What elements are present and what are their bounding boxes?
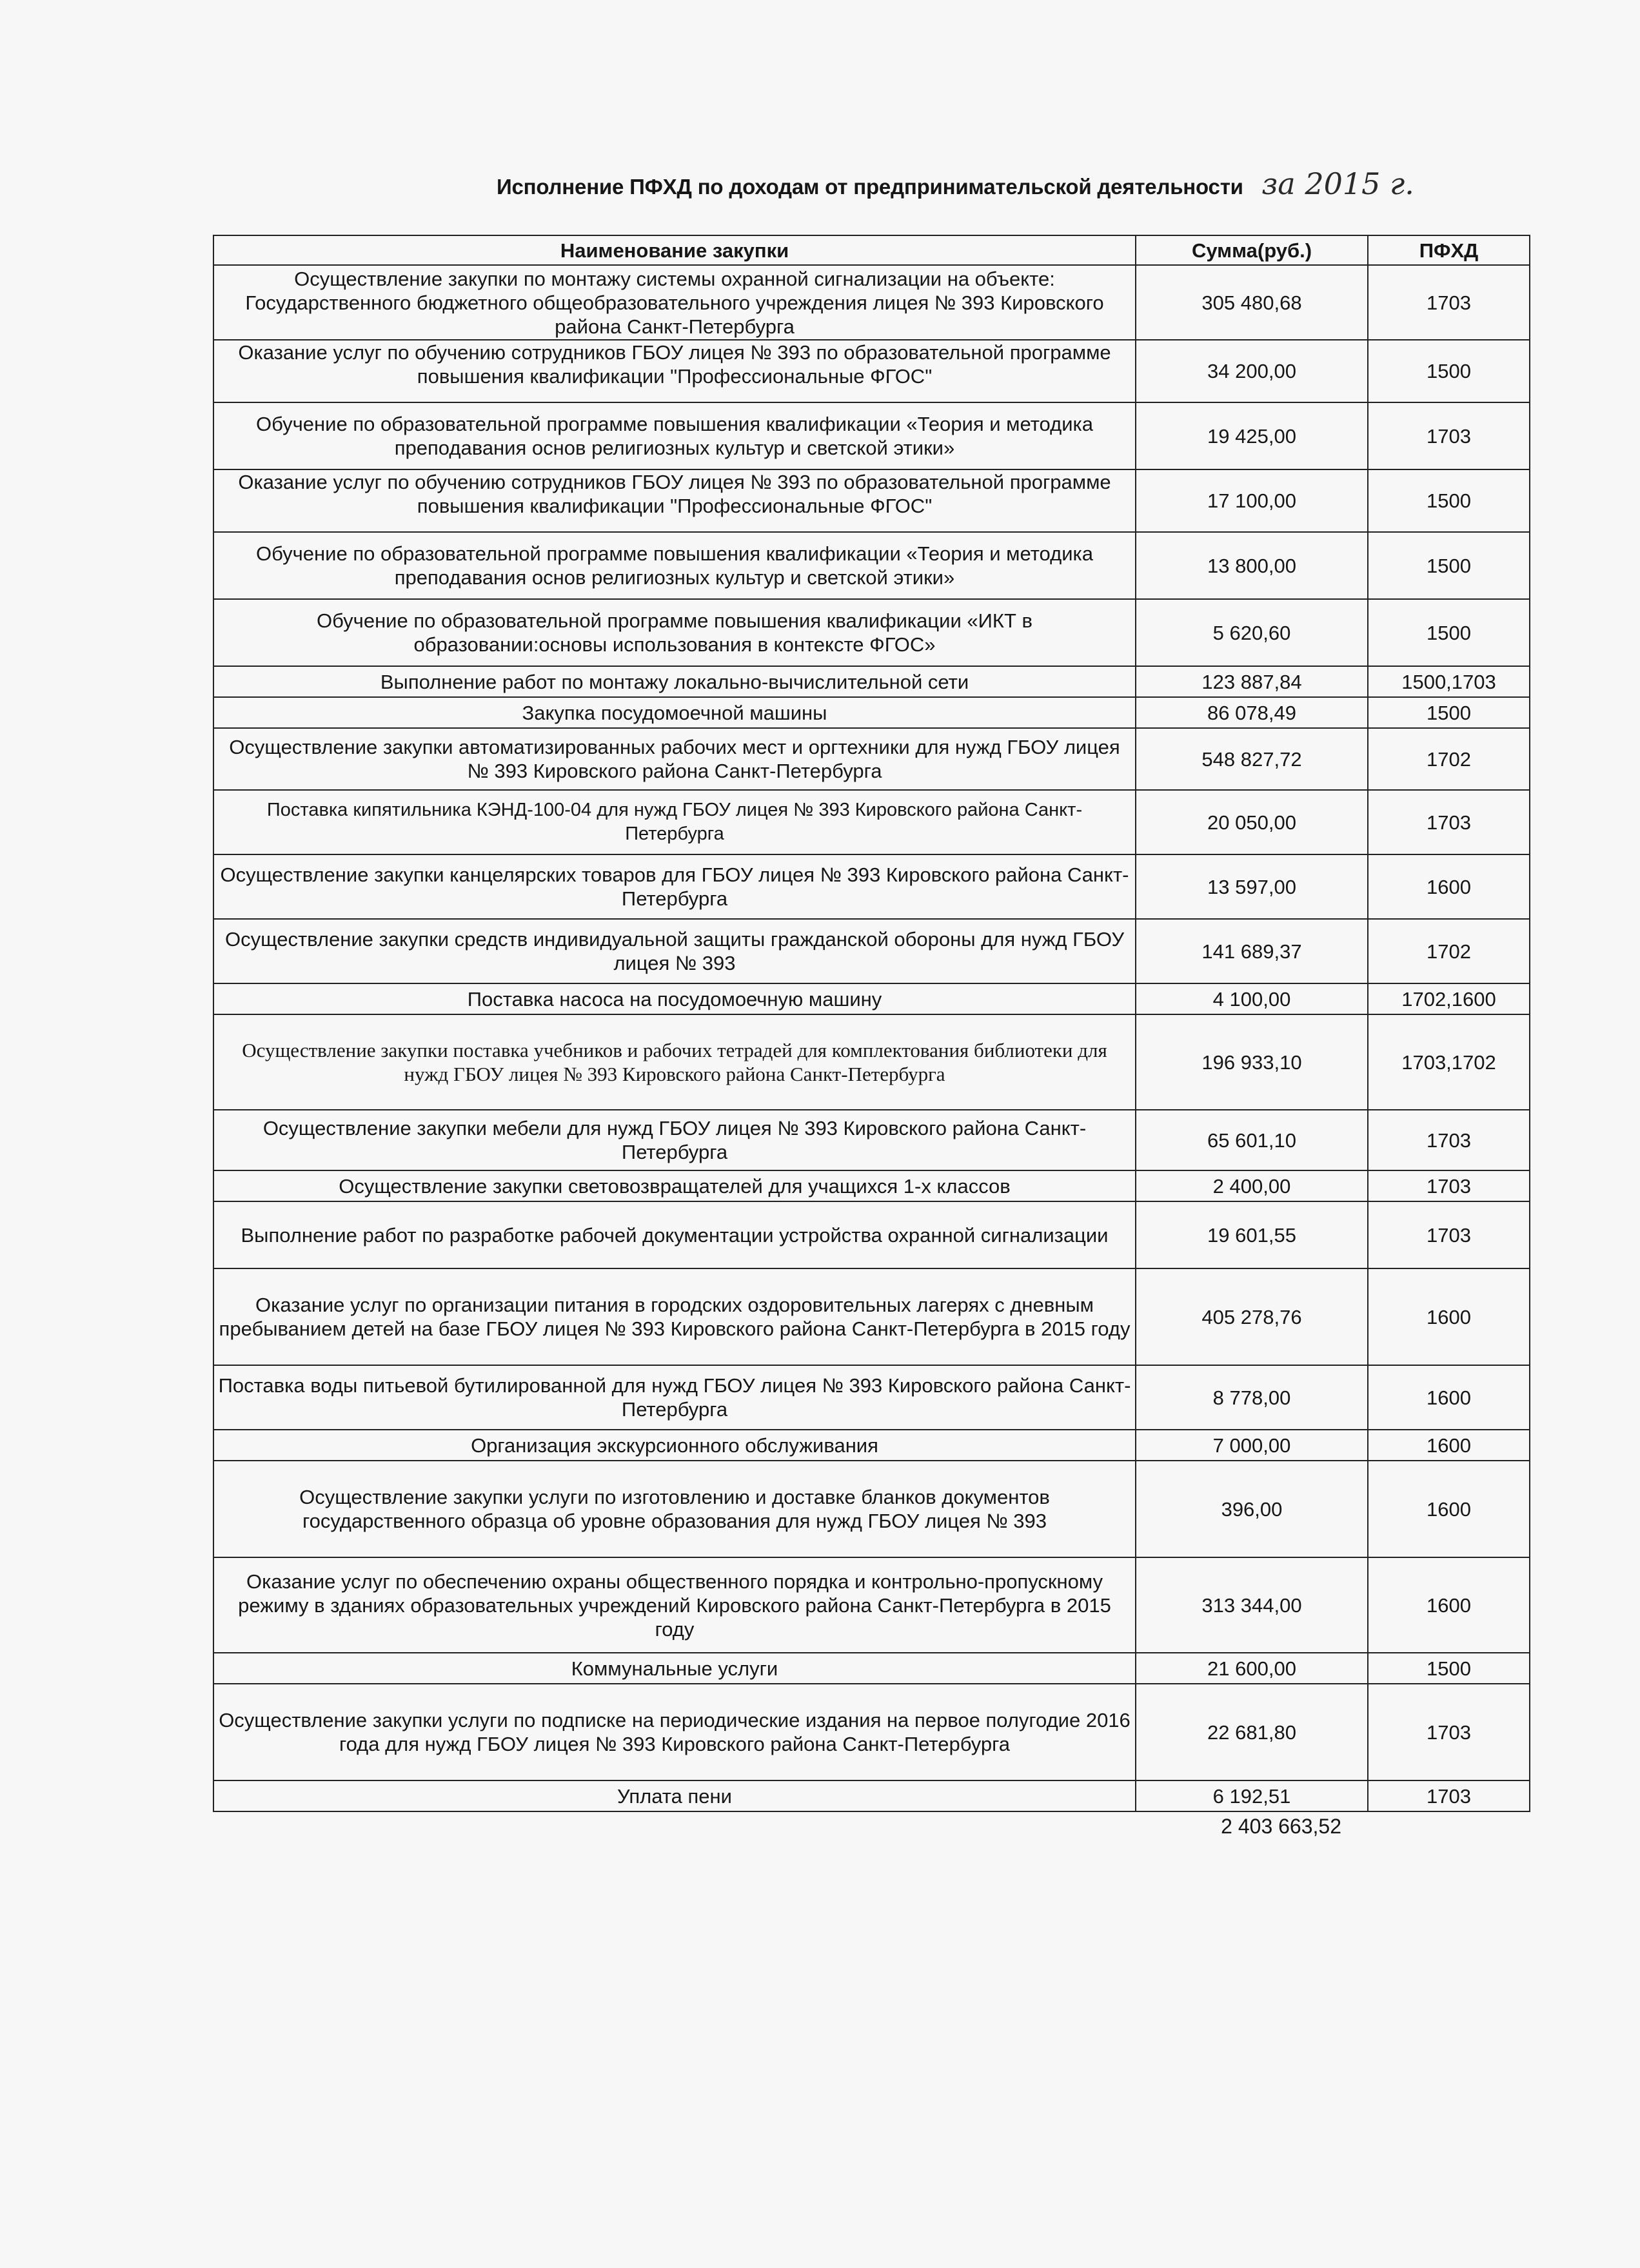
row-name: Осуществление закупки поставка учебников и рабочих тетрадей для комплектования библиотеки для нужд ГБОУ лицея № 393 Кировского района Санкт-Петербурга bbox=[213, 1014, 1136, 1110]
row-pfhd: 1600 bbox=[1368, 854, 1530, 919]
header-name: Наименование закупки bbox=[213, 235, 1136, 265]
row-pfhd: 1500 bbox=[1368, 1653, 1530, 1684]
row-sum: 305 480,68 bbox=[1136, 265, 1368, 340]
table-row bbox=[213, 1653, 1530, 1684]
table-row bbox=[213, 983, 1530, 1014]
row-sum: 396,00 bbox=[1136, 1461, 1368, 1557]
table-row bbox=[213, 1268, 1530, 1365]
row-sum: 21 600,00 bbox=[1136, 1653, 1368, 1684]
row-name: Осуществление закупки по монтажу системы охранной сигнализации на объекте: Государственного бюджетного общеобразовательного учреждения лицея № 393 Кировского района Санкт-Петербурга bbox=[213, 265, 1136, 340]
row-name: Осуществление закупки мебели для нужд ГБОУ лицея № 393 Кировского района Санкт-Петербурга bbox=[213, 1110, 1136, 1170]
table-row bbox=[213, 697, 1530, 728]
table-row bbox=[213, 790, 1530, 854]
row-name: Обучение по образовательной программе повышения квалификации «ИКТ в образовании:основы использования в контексте ФГОС» bbox=[213, 599, 1136, 666]
row-sum: 7 000,00 bbox=[1136, 1430, 1368, 1461]
table-row bbox=[213, 402, 1530, 469]
row-sum: 86 078,49 bbox=[1136, 697, 1368, 728]
row-name: Оказание услуг по организации питания в городских оздоровительных лагерях с дневным пребыванием детей на базе ГБОУ лицея № 393 Кировского района Санкт-Петербурга в 2015 году bbox=[213, 1268, 1136, 1365]
row-sum: 123 887,84 bbox=[1136, 666, 1368, 697]
row-name: Поставка воды питьевой бутилированной для нужд ГБОУ лицея № 393 Кировского района Санкт-Петербурга bbox=[213, 1365, 1136, 1430]
row-pfhd: 1500 bbox=[1368, 697, 1530, 728]
row-pfhd: 1500 bbox=[1368, 532, 1530, 599]
row-pfhd: 1500,1703 bbox=[1368, 666, 1530, 697]
row-pfhd: 1703 bbox=[1368, 402, 1530, 469]
row-pfhd: 1702 bbox=[1368, 728, 1530, 790]
row-pfhd: 1600 bbox=[1368, 1365, 1530, 1430]
table-row bbox=[213, 1014, 1530, 1110]
row-sum: 405 278,76 bbox=[1136, 1268, 1368, 1365]
table-row bbox=[213, 919, 1530, 983]
row-sum: 8 778,00 bbox=[1136, 1365, 1368, 1430]
row-sum: 13 597,00 bbox=[1136, 854, 1368, 919]
row-name: Поставка насоса на посудомоечную машину bbox=[213, 983, 1136, 1014]
table-row bbox=[213, 1557, 1530, 1653]
row-name: Организация экскурсионного обслуживания bbox=[213, 1430, 1136, 1461]
row-sum: 19 425,00 bbox=[1136, 402, 1368, 469]
row-pfhd: 1500 bbox=[1368, 340, 1530, 402]
row-pfhd: 1703 bbox=[1368, 1110, 1530, 1170]
row-name: Оказание услуг по обучению сотрудников ГБОУ лицея № 393 по образовательной программе повышения квалификации "Профессиональные ФГОС" bbox=[213, 469, 1136, 532]
header-sum: Сумма(руб.) bbox=[1136, 235, 1368, 265]
row-name: Обучение по образовательной программе повышения квалификации «Теория и методика преподавания основ религиозных культур и светской этики» bbox=[213, 402, 1136, 469]
row-sum: 4 100,00 bbox=[1136, 983, 1368, 1014]
table-row bbox=[213, 1365, 1530, 1430]
row-sum: 5 620,60 bbox=[1136, 599, 1368, 666]
row-pfhd: 1600 bbox=[1368, 1557, 1530, 1653]
procurement-table bbox=[213, 235, 1530, 1812]
row-sum: 17 100,00 bbox=[1136, 469, 1368, 532]
row-name: Осуществление закупки световозвращателей для учащихся 1-х классов bbox=[213, 1170, 1136, 1201]
row-sum: 141 689,37 bbox=[1136, 919, 1368, 983]
table-row bbox=[213, 1430, 1530, 1461]
row-name: Обучение по образовательной программе повышения квалификации «Теория и методика преподавания основ религиозных культур и светской этики» bbox=[213, 532, 1136, 599]
row-pfhd: 1600 bbox=[1368, 1430, 1530, 1461]
table-row bbox=[213, 1684, 1530, 1780]
row-name: Выполнение работ по разработке рабочей документации устройства охранной сигнализации bbox=[213, 1201, 1136, 1268]
table-row bbox=[213, 532, 1530, 599]
row-pfhd: 1600 bbox=[1368, 1461, 1530, 1557]
table-row bbox=[213, 666, 1530, 697]
row-sum: 313 344,00 bbox=[1136, 1557, 1368, 1653]
document-title bbox=[497, 166, 1414, 201]
row-sum: 22 681,80 bbox=[1136, 1684, 1368, 1780]
row-pfhd: 1703 bbox=[1368, 1684, 1530, 1780]
row-name: Уплата пени bbox=[213, 1780, 1136, 1811]
row-name: Закупка посудомоечной машины bbox=[213, 697, 1136, 728]
row-pfhd: 1500 bbox=[1368, 599, 1530, 666]
row-name: Выполнение работ по монтажу локально-вычислительной сети bbox=[213, 666, 1136, 697]
grand-total: 2 403 663,52 bbox=[1221, 1815, 1341, 1838]
row-sum: 65 601,10 bbox=[1136, 1110, 1368, 1170]
row-name: Оказание услуг по обеспечению охраны общественного порядка и контрольно-пропускному режиму в зданиях образовательных учреждений Кировского района Санкт-Петербурга в 2015 году bbox=[213, 1557, 1136, 1653]
row-name: Оказание услуг по обучению сотрудников ГБОУ лицея № 393 по образовательной программе повышения квалификации "Профессиональные ФГОС" bbox=[213, 340, 1136, 402]
table-row bbox=[213, 728, 1530, 790]
row-pfhd: 1703 bbox=[1368, 1170, 1530, 1201]
table-row bbox=[213, 1780, 1530, 1811]
row-pfhd: 1703 bbox=[1368, 790, 1530, 854]
row-name: Осуществление закупки автоматизированных рабочих мест и оргтехники для нужд ГБОУ лицея № 393 Кировского района Санкт-Петербурга bbox=[213, 728, 1136, 790]
row-pfhd: 1600 bbox=[1368, 1268, 1530, 1365]
row-name: Поставка кипятильника КЭНД-100-04 для нужд ГБОУ лицея № 393 Кировского района Санкт-Петербурга bbox=[213, 790, 1136, 854]
row-sum: 19 601,55 bbox=[1136, 1201, 1368, 1268]
row-name: Коммунальные услуги bbox=[213, 1653, 1136, 1684]
row-sum: 2 400,00 bbox=[1136, 1170, 1368, 1201]
title-text: Исполнение ПФХД по доходам от предпринимательской деятельности bbox=[497, 175, 1243, 199]
row-sum: 548 827,72 bbox=[1136, 728, 1368, 790]
handwritten-period: за 2015 г. bbox=[1261, 166, 1414, 201]
row-name: Осуществление закупки канцелярских товаров для ГБОУ лицея № 393 Кировского района Санкт-Петербурга bbox=[213, 854, 1136, 919]
header-pfhd: ПФХД bbox=[1368, 235, 1530, 265]
table-row bbox=[213, 854, 1530, 919]
table-row bbox=[213, 1461, 1530, 1557]
table-row bbox=[213, 469, 1530, 532]
row-name: Осуществление закупки услуги по изготовлению и доставке бланков документов государственного образца об уровне образования для нужд ГБОУ лицея № 393 bbox=[213, 1461, 1136, 1557]
row-pfhd: 1703 bbox=[1368, 1780, 1530, 1811]
row-pfhd: 1702,1600 bbox=[1368, 983, 1530, 1014]
row-sum: 20 050,00 bbox=[1136, 790, 1368, 854]
row-sum: 34 200,00 bbox=[1136, 340, 1368, 402]
row-sum: 196 933,10 bbox=[1136, 1014, 1368, 1110]
row-name: Осуществление закупки услуги по подписке на периодические издания на первое полугодие 2016 года для нужд ГБОУ лицея № 393 Кировского района Санкт-Петербурга bbox=[213, 1684, 1136, 1780]
table-row bbox=[213, 1110, 1530, 1170]
table-row bbox=[213, 340, 1530, 402]
row-pfhd: 1702 bbox=[1368, 919, 1530, 983]
row-pfhd: 1703 bbox=[1368, 1201, 1530, 1268]
row-pfhd: 1703,1702 bbox=[1368, 1014, 1530, 1110]
table-row bbox=[213, 1201, 1530, 1268]
table-row bbox=[213, 1170, 1530, 1201]
table-row bbox=[213, 265, 1530, 340]
table-row bbox=[213, 599, 1530, 666]
row-pfhd: 1500 bbox=[1368, 469, 1530, 532]
row-pfhd: 1703 bbox=[1368, 265, 1530, 340]
table-header-row bbox=[213, 235, 1530, 265]
row-sum: 6 192,51 bbox=[1136, 1780, 1368, 1811]
row-sum: 13 800,00 bbox=[1136, 532, 1368, 599]
row-name: Осуществление закупки средств индивидуальной защиты гражданской обороны для нужд ГБОУ лицея № 393 bbox=[213, 919, 1136, 983]
